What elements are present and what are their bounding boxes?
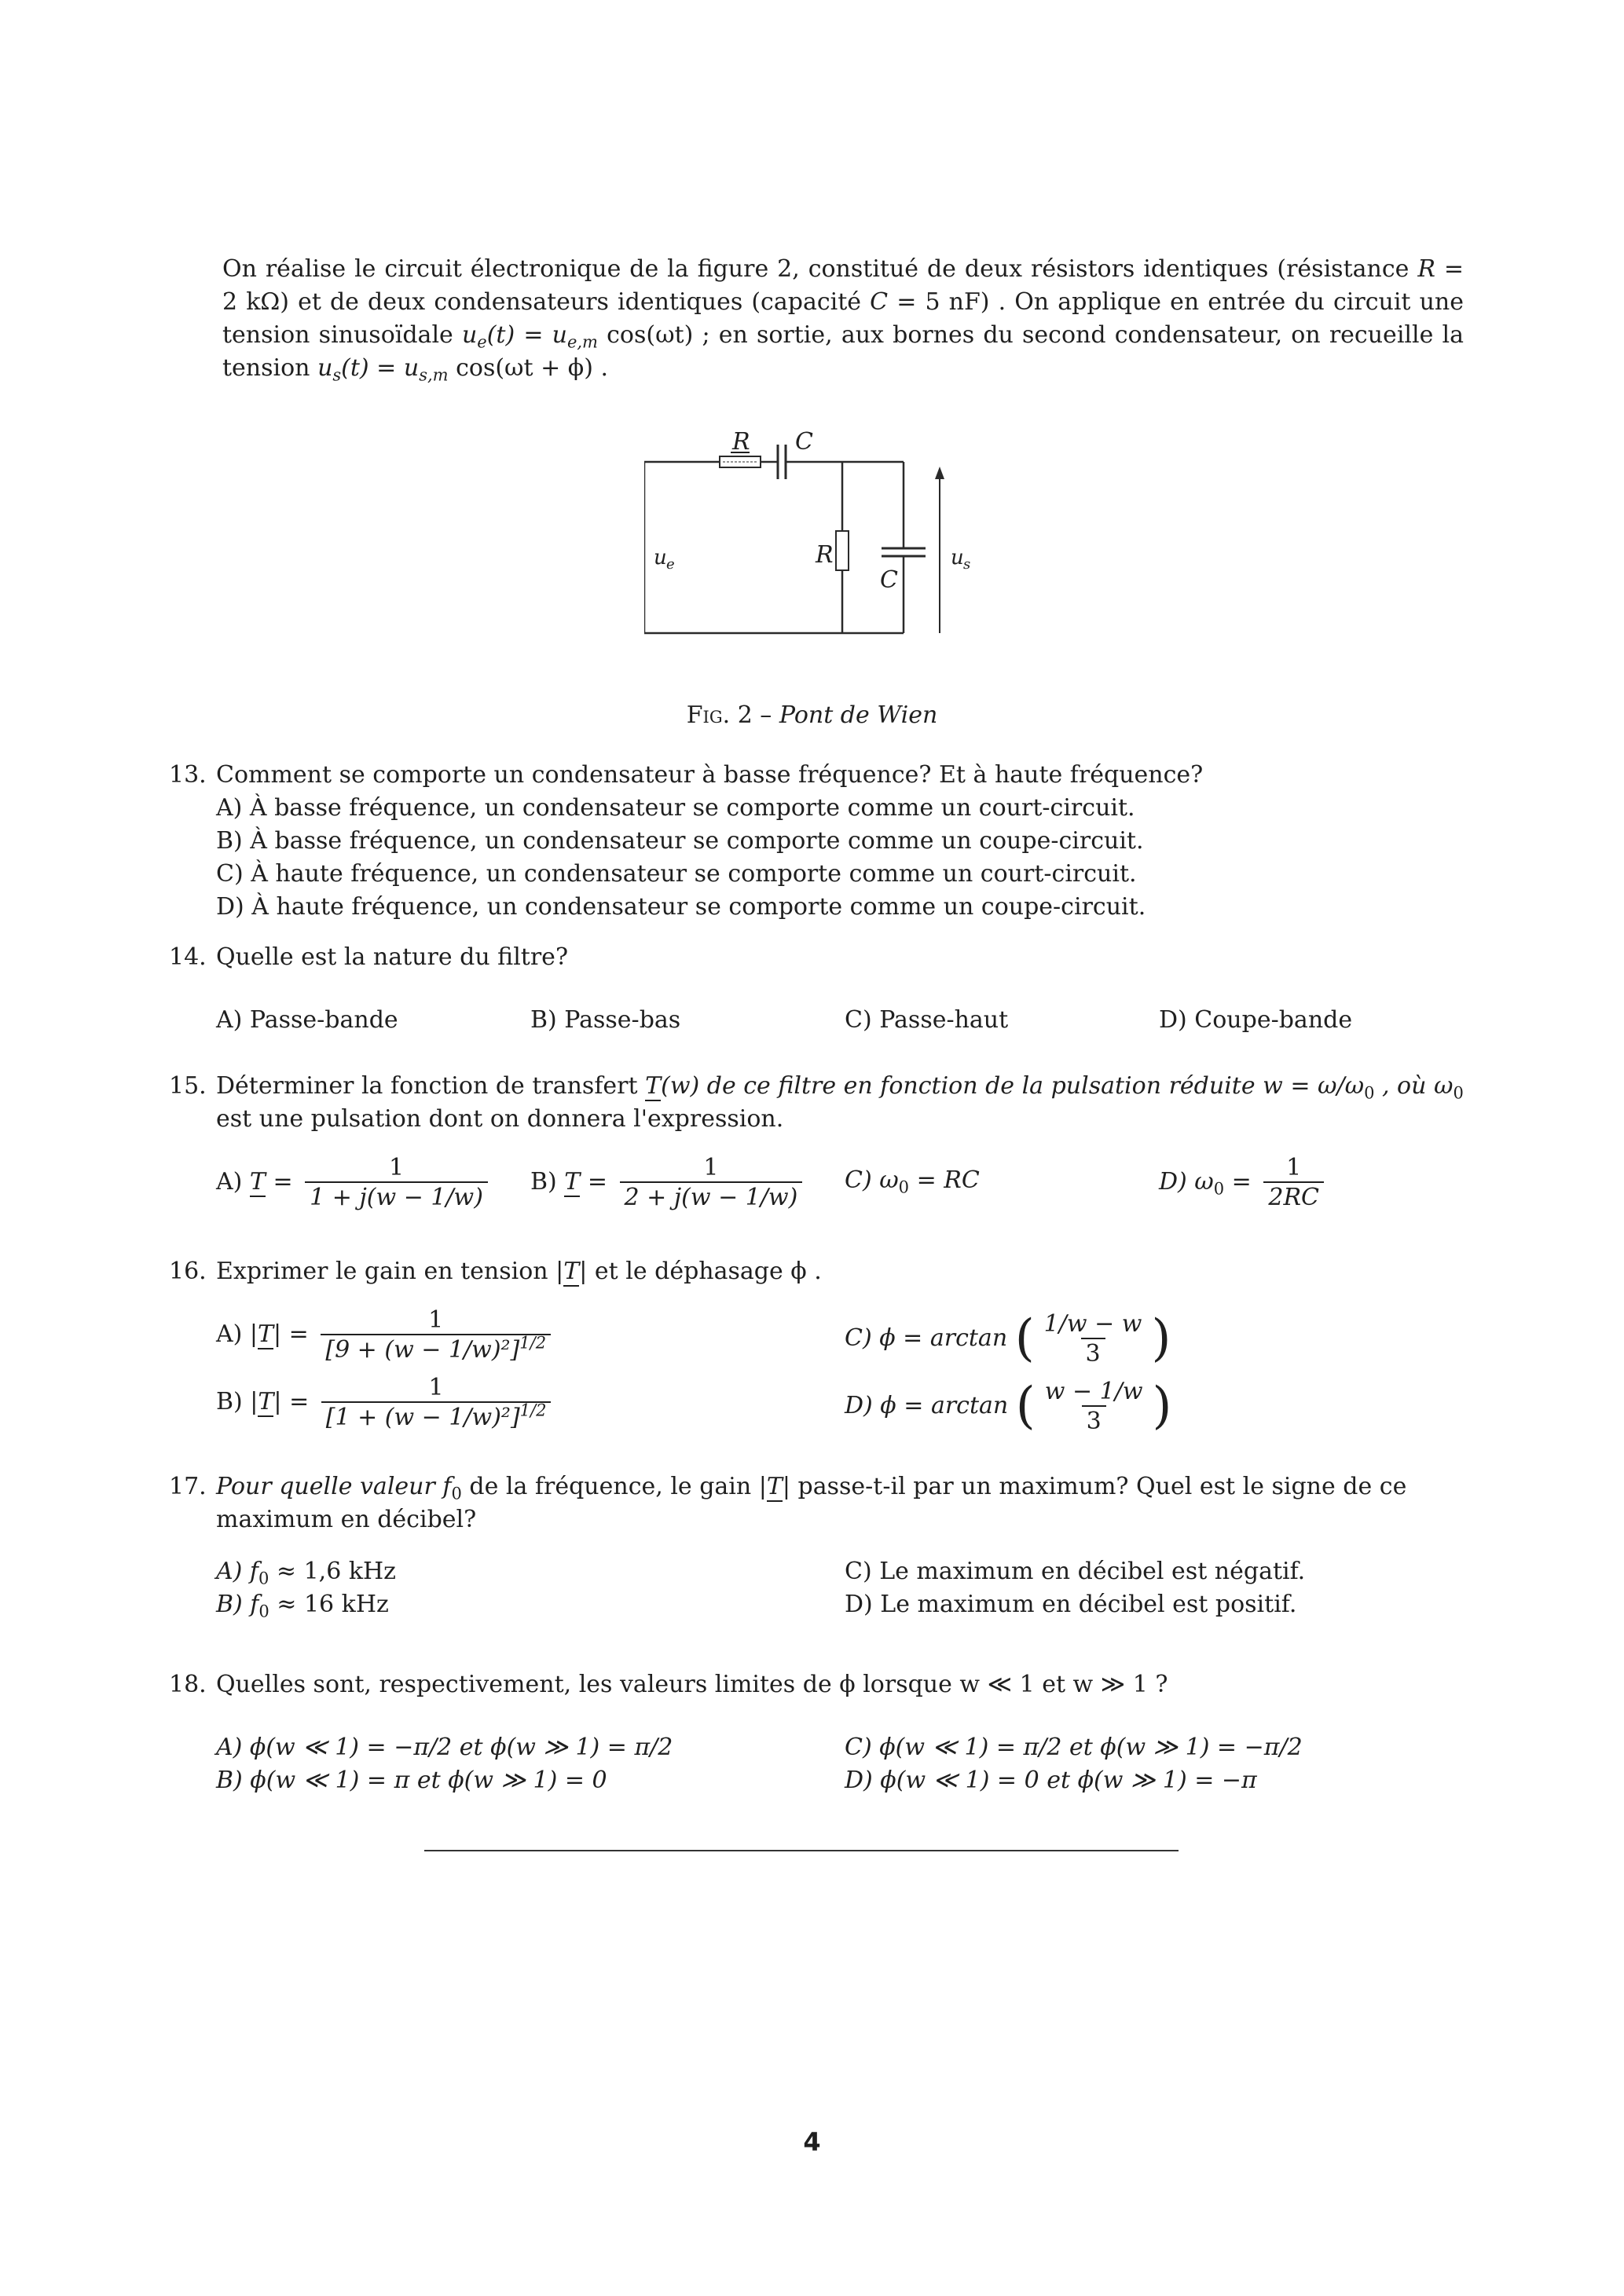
equals: =: [587, 1168, 607, 1196]
symbol-T: T: [564, 1168, 581, 1196]
fraction-numerator: w − 1/w: [1044, 1377, 1143, 1405]
paren-open: (: [1015, 1377, 1036, 1435]
intro-paragraph: [222, 253, 1464, 385]
fraction-denominator: [321, 1401, 552, 1431]
output-voltage-arrow-head: [935, 467, 944, 479]
question-text: Pour quelle valeur f: [216, 1473, 452, 1500]
option-d: D) Le maximum en décibel est positif.: [845, 1591, 1297, 1618]
intro-subscript: s: [332, 365, 342, 385]
question-text: Comment se comporte un condensateur à basse fréquence? Et à haute fréquence?: [216, 761, 1204, 789]
intro-symbol-usm: u: [403, 354, 420, 382]
subscript: 0: [451, 1484, 462, 1503]
section-divider: [424, 1850, 1179, 1851]
intro-symbol-R: R: [1417, 255, 1435, 283]
paren-close: ): [1152, 1377, 1172, 1435]
symbol-T: T: [249, 1168, 266, 1196]
label-us: u: [951, 546, 964, 569]
option-b: B) ϕ(w ≪ 1) = π et ϕ(w ≫ 1) = 0: [216, 1767, 607, 1794]
option-label: A): [216, 1168, 243, 1196]
fraction: [305, 1155, 488, 1211]
equals: | =: [273, 1388, 310, 1415]
fraction: [321, 1307, 551, 1364]
option-a: [216, 1155, 493, 1211]
question-15: [169, 1070, 1465, 1227]
fraction-denominator: [321, 1334, 551, 1364]
question-text: maximum en décibel?: [216, 1506, 477, 1533]
option-b: [216, 1588, 389, 1621]
question-18: [169, 1668, 1465, 1794]
symbol-T: T: [645, 1072, 662, 1100]
label-R-parallel: R: [816, 541, 834, 569]
intro-symbol-uem: u: [552, 321, 567, 349]
option-d: D) À haute fréquence, un condensateur se comporte comme un coupe-circuit.: [216, 893, 1146, 921]
option-text: = RC: [909, 1166, 980, 1194]
intro-text: = 5 nF) . On applique en entrée du circuit une tension: [222, 288, 1464, 349]
option-label: B): [530, 1168, 557, 1196]
option-c: C) Le maximum en décibel est négatif.: [845, 1558, 1306, 1585]
fraction-denominator: 2 + j(w − 1/w): [620, 1181, 803, 1211]
option-b: B) Passe-bas: [530, 1006, 681, 1034]
intro-text: (t) =: [486, 321, 552, 349]
question-text: Quelles sont, respectivement, les valeurs limites de ϕ lorsque w ≪ 1 et w ≫ 1 ?: [216, 1671, 1168, 1698]
denominator-text: [1 + (w − 1/w)²]: [325, 1404, 520, 1431]
wien-bridge-circuit: [644, 430, 998, 643]
intro-subscript: e,m: [566, 332, 598, 352]
question-text: Quelle est la nature du filtre?: [216, 943, 569, 971]
subscript: 0: [1453, 1083, 1464, 1103]
subscript: 0: [898, 1177, 910, 1197]
option-text: A) f: [216, 1558, 259, 1585]
option-d: [1159, 1155, 1329, 1211]
question-text: (w) de ce filtre en fonction de la pulsation réduite w = ω/ω: [661, 1072, 1365, 1100]
paren-close: ): [1151, 1309, 1171, 1368]
resistor-parallel: [836, 531, 849, 570]
option-text: ≈ 16 kHz: [269, 1591, 389, 1618]
option-c: [845, 1304, 1171, 1375]
question-text: Exprimer le gain en tension |: [216, 1258, 564, 1285]
intro-symbol-us: u: [317, 354, 333, 382]
fraction-denominator: 2RC: [1263, 1181, 1324, 1211]
symbol-T: T: [563, 1258, 580, 1285]
fraction: [1039, 1311, 1147, 1368]
question-13: [169, 759, 1465, 924]
question-number: 17.: [169, 1473, 207, 1500]
equals: | =: [273, 1320, 309, 1348]
fraction: [620, 1155, 803, 1211]
question-14: [169, 941, 1465, 1034]
option-d: [845, 1371, 1172, 1442]
equals: =: [1224, 1168, 1252, 1196]
option-c: [845, 1164, 980, 1197]
fraction: [321, 1375, 552, 1431]
intro-symbol-ue: u: [461, 321, 478, 349]
paren-open: (: [1014, 1309, 1035, 1368]
page-number: 4: [803, 2127, 821, 2157]
intro-text: sinusoïdale: [318, 321, 462, 349]
symbol-T: T: [766, 1473, 783, 1500]
symbol-T: T: [258, 1388, 274, 1415]
fraction-numerator: 1/w − w: [1043, 1309, 1142, 1338]
option-text: C) ω: [845, 1166, 899, 1194]
question-text: , où ω: [1374, 1072, 1454, 1100]
option-a: A) ϕ(w ≪ 1) = −π/2 et ϕ(w ≫ 1) = π/2: [216, 1734, 673, 1761]
subscript: 0: [258, 1569, 269, 1588]
question-number: 16.: [169, 1258, 207, 1285]
question-16: [169, 1255, 1465, 1444]
question-number: 13.: [169, 761, 207, 789]
question-text: | et le déphasage ϕ .: [579, 1258, 822, 1285]
option-label: B) |: [216, 1388, 258, 1415]
option-text: ≈ 1,6 kHz: [269, 1558, 396, 1585]
fraction-denominator: 3: [1081, 1338, 1105, 1368]
option-c: C) ϕ(w ≪ 1) = π/2 et ϕ(w ≫ 1) = −π/2: [845, 1734, 1303, 1761]
fraction-numerator: 1: [703, 1154, 719, 1181]
question-17: [169, 1470, 1465, 1628]
question-text: Déterminer la fonction de transfert: [216, 1072, 646, 1100]
option-label: C) ϕ = arctan: [845, 1324, 1008, 1352]
option-label: D) ϕ = arctan: [845, 1391, 1009, 1419]
fraction-numerator: 1: [1286, 1154, 1302, 1181]
denominator-text: [9 + (w − 1/w)²]: [325, 1336, 520, 1364]
option-label: A) |: [216, 1320, 258, 1348]
question-number: 15.: [169, 1072, 207, 1100]
option-d: D) ϕ(w ≪ 1) = 0 et ϕ(w ≫ 1) = −π: [845, 1767, 1257, 1794]
intro-text: On réalise le circuit électronique de la figure 2, constitué de deux résistors identiques (résistance: [222, 255, 1418, 283]
intro-text: cos(ωt) ; en sortie, aux bornes du second condensateur, on recueille la tension: [222, 321, 1464, 382]
label-R-series: R: [732, 430, 750, 456]
intro-symbol-C: C: [870, 288, 889, 316]
subscript: 0: [258, 1602, 269, 1621]
option-b: B) À basse fréquence, un condensateur se comporte comme un coupe-circuit.: [216, 827, 1144, 855]
option-text: B) f: [216, 1591, 259, 1618]
option-a: A) À basse fréquence, un condensateur se comporte comme un court-circuit.: [216, 794, 1135, 822]
option-c: C) À haute fréquence, un condensateur se comporte comme un court-circuit.: [216, 860, 1137, 888]
fraction-numerator: 1: [428, 1306, 444, 1334]
caption-title: Pont de Wien: [779, 701, 938, 729]
intro-subscript: e: [477, 332, 487, 352]
exponent: 1/2: [519, 1333, 547, 1353]
equals: =: [273, 1168, 293, 1196]
label-ue-subscript: e: [666, 556, 675, 573]
figure-caption: [0, 699, 1624, 732]
option-c: C) Passe-haut: [845, 1006, 1009, 1034]
question-number: 18.: [169, 1671, 207, 1698]
fraction: [1263, 1155, 1324, 1211]
fraction-numerator: 1: [428, 1374, 444, 1401]
symbol-T: T: [258, 1320, 274, 1348]
option-a: [216, 1307, 555, 1364]
intro-subscript: s,m: [419, 365, 449, 385]
label-C-parallel: C: [880, 566, 898, 594]
intro-text: cos(ωt + ϕ) .: [448, 354, 609, 382]
exponent: 1/2: [519, 1401, 547, 1420]
intro-text: et de deux condensateurs identiques (capacité: [298, 288, 871, 316]
label-ue: u: [654, 546, 667, 569]
option-a: A) Passe-bande: [216, 1006, 398, 1034]
option-b: [530, 1155, 807, 1211]
caption-number: 2 –: [737, 701, 772, 729]
subscript: 0: [1213, 1179, 1225, 1199]
option-d: D) Coupe-bande: [1159, 1006, 1353, 1034]
intro-text: = 2 kΩ): [222, 255, 1464, 316]
question-text: est une pulsation dont on donnera l'expression.: [216, 1105, 784, 1133]
fraction-numerator: 1: [389, 1154, 405, 1181]
fraction-denominator: 3: [1082, 1405, 1106, 1435]
question-text: de la fréquence, le gain |: [461, 1473, 767, 1500]
intro-text: (t) =: [341, 354, 404, 382]
label-us-subscript: s: [963, 556, 971, 573]
option-a: [216, 1555, 396, 1588]
question-text: | passe-t-il par un maximum? Quel est le signe de ce: [782, 1473, 1407, 1500]
caption-prefix: Fig.: [686, 701, 731, 729]
fraction-denominator: 1 + j(w − 1/w): [305, 1181, 488, 1211]
fraction: [1040, 1379, 1148, 1435]
label-C-series: C: [795, 430, 813, 456]
option-label: D) ω: [1159, 1168, 1214, 1196]
question-number: 14.: [169, 943, 207, 971]
subscript: 0: [1364, 1083, 1375, 1103]
option-b: [216, 1375, 555, 1431]
